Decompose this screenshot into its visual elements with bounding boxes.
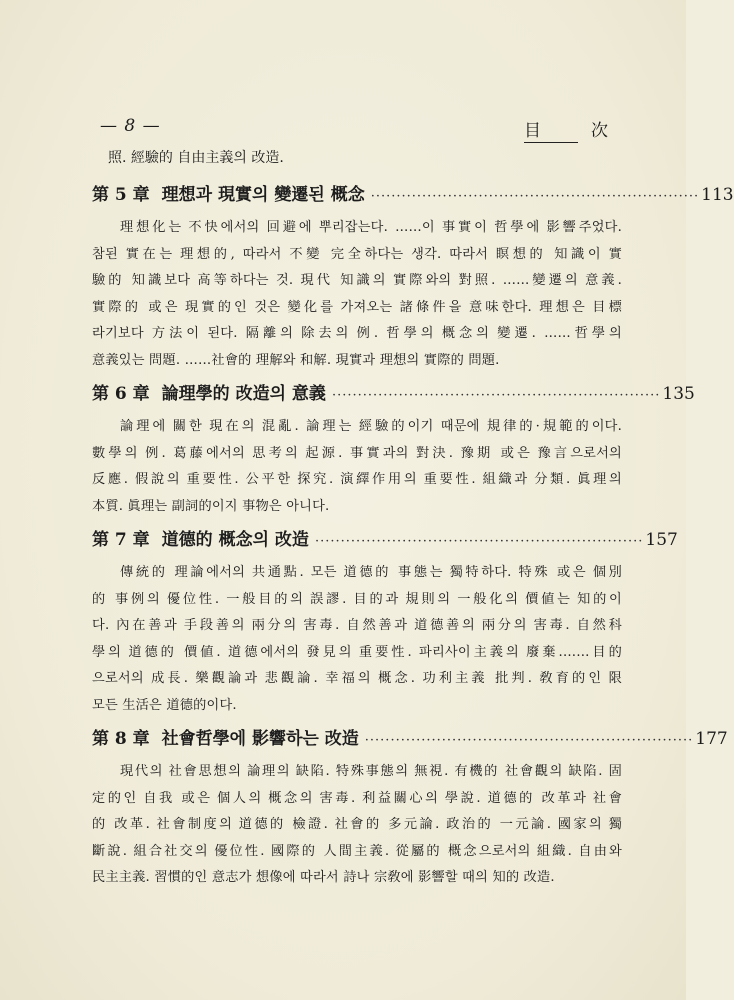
- summary-line: 다. 內在善과 手段善의 兩分의 害毒. 自然善과 道德善의 兩分의 害毒. 自然科: [92, 618, 622, 633]
- page-number: — 8 —: [100, 116, 161, 136]
- summary-line: 斷說. 組合社交의 優位性. 國際的 人間主義. 從屬的 概念으로서의 組織. 自由와: [92, 843, 622, 859]
- summary-line: 的 改革. 社會制度의 道德的 檢證. 社會的 多元論. 政治的 一元論. 國家의 獨: [92, 817, 622, 832]
- summary-line: 모든 生活은 道德的이다.: [92, 697, 237, 713]
- chapter-7: [92, 526, 678, 719]
- summary-line: 數學의 例. 葛藤에서의 思考의 起源. 事實과의 對決. 豫期 或은 豫言으로서의: [92, 445, 622, 461]
- chapter-label: 第 7 章: [92, 530, 150, 550]
- summary-line: 的 事例의 優位性. 一般目的의 誤謬. 目的과 規則의 一般化의 價値는 知的이: [92, 591, 622, 607]
- summary-line: 定的인 自我 或은 個人의 概念의 害毒. 利益關心의 學說. 道德的 改革과 社會: [92, 790, 622, 806]
- chapter-page-number: 177: [695, 729, 728, 749]
- dot-leader: ································································: [370, 189, 700, 204]
- table-of-contents: [92, 146, 734, 898]
- chapter-page-number: 135: [662, 384, 695, 404]
- dot-leader: ································································: [364, 733, 694, 748]
- summary-line: 現代의 社會思想의 論理의 缺陷. 特殊事態의 無視. 有機的 社會觀의 缺陷. 固: [120, 764, 622, 779]
- summary-line: 論理에 關한 現在의 混亂. 論理는 經驗的이기 때문에 規律的·規範的이다.: [120, 419, 622, 434]
- chapter-summary: [92, 560, 622, 719]
- summary-line: 傳統的 理論에서의 共通點. 모든 道德的 事態는 獨特하다. 特殊 或은 個別: [120, 565, 622, 580]
- summary-line: 反應. 假說의 重要性. 公平한 探究. 演繹作用의 重要性. 組織과 分類. 眞理의: [92, 472, 622, 487]
- summary-line: 으로서의 成長. 樂觀論과 悲觀論. 幸福의 概念. 功利主義 批判. 敎育的인 限: [92, 671, 622, 686]
- dot-leader: ································································: [314, 534, 644, 549]
- chapter-page-number: 113: [701, 185, 734, 205]
- chapter-heading: [92, 725, 728, 755]
- chapter-6: [92, 380, 695, 520]
- running-head: [524, 116, 608, 143]
- chapter-title: 理想과 現實의 變遷된 概念: [161, 185, 365, 205]
- summary-line: 本質. 眞理는 副詞的이지 事物은 아니다.: [92, 498, 330, 514]
- dot-leader: ································································: [331, 388, 661, 403]
- chapter-label: 第 8 章: [92, 729, 150, 749]
- running-head-first: 目: [524, 116, 578, 143]
- summary-line: 實際的 或은 現實的인 것은 變化를 가져오는 諸條件을 意味한다. 理想은 目標: [92, 299, 622, 315]
- chapter-title: 社會哲學에 影響하는 改造: [161, 729, 359, 749]
- chapter-heading: [92, 380, 695, 410]
- chapter-8: [92, 725, 728, 892]
- running-head-second: 次: [591, 121, 608, 141]
- carry-over-line: 照. 經驗的 自由主義의 改造.: [108, 150, 284, 166]
- chapter-page-number: 157: [645, 530, 678, 550]
- chapter-label: 第 5 章: [92, 185, 150, 205]
- chapter-title: 道德的 概念의 改造: [161, 530, 309, 550]
- chapter-5: [92, 181, 734, 374]
- chapter-summary: [92, 759, 622, 892]
- chapter-label: 第 6 章: [92, 384, 150, 404]
- chapter-summary: [92, 215, 622, 374]
- chapter-heading: [92, 526, 678, 556]
- chapter-heading: [92, 181, 734, 211]
- page-header: [100, 112, 608, 142]
- summary-line: 民主主義. 習慣的인 意志가 想像에 따라서 詩나 宗敎에 影響할 때의 知的 改造.: [92, 870, 555, 885]
- summary-line: 意義있는 問題. ……社會的 理解와 和解. 現實과 理想의 實際的 問題.: [92, 352, 500, 368]
- summary-line: 라기보다 方法이 된다. 隔離의 除去의 例. 哲學의 概念의 變遷. ……哲學의: [92, 326, 622, 341]
- chapter-summary: [92, 414, 622, 520]
- chapter-title: 論理學的 改造의 意義: [161, 384, 326, 404]
- summary-line: 참된 實在는 理想的, 따라서 不變 完全하다는 생각. 따라서 瞑想的 知識이 實: [92, 246, 622, 262]
- summary-line: 理想化는 不快에서의 回避에 뿌리잡는다. ……이 事實이 哲學에 影響주었다.: [120, 220, 622, 235]
- summary-line: 驗的 知識보다 高等하다는 것. 現代 知識의 實際와의 對照. ……變遷의 意義.: [92, 273, 622, 288]
- summary-line: 學의 道德的 價値. 道德에서의 發見의 重要性. 파리사이主義의 廢棄.……目的: [92, 644, 622, 660]
